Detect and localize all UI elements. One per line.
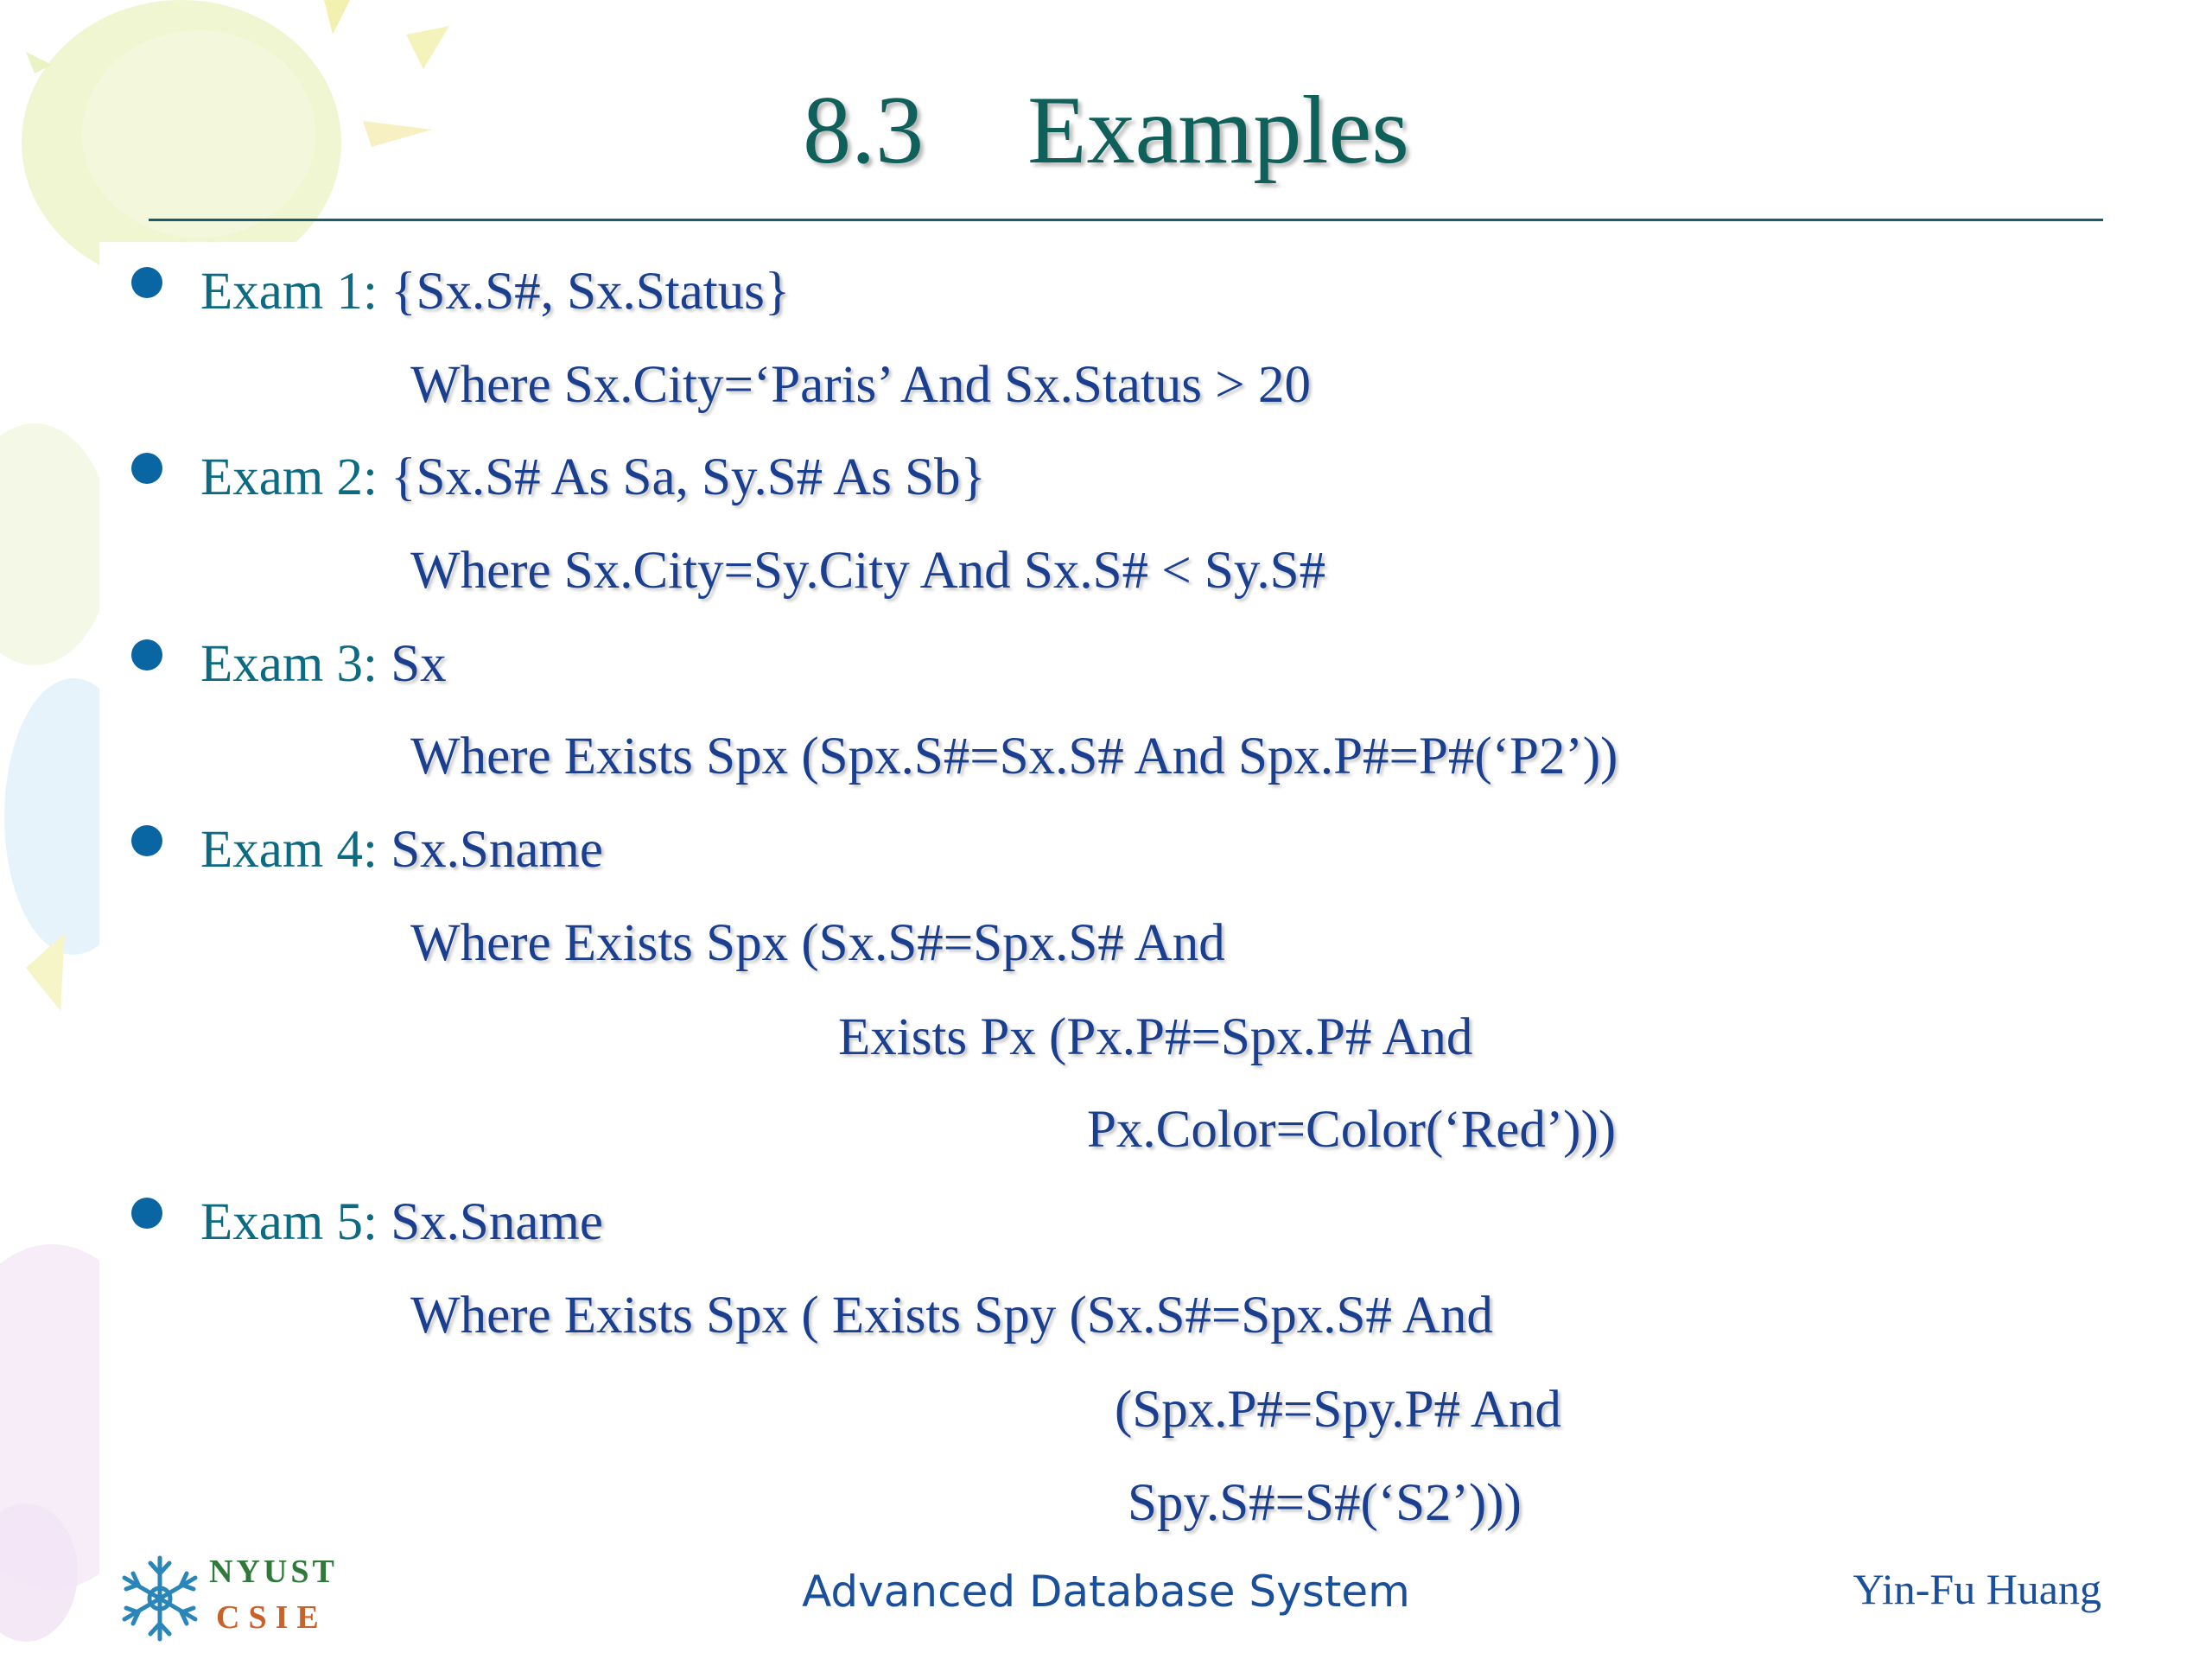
title-divider [149,219,2103,221]
logo-text-nyust: NYUST [209,1554,338,1590]
exam-1-heading [200,263,791,321]
exam-target: Sx.Sname [391,821,603,879]
exam-target: {Sx.S#, Sx.Status} [391,263,791,321]
slide-title [0,77,2212,184]
bullet-dot [131,639,162,671]
title-number: 8.3 [803,77,925,184]
exam-2-heading [200,448,986,506]
logo-text-csie: CSIE [216,1599,327,1636]
title-text: Examples [1027,77,1409,184]
exam-label: Exam 3: [200,635,391,693]
exam-label: Exam 5: [200,1193,391,1251]
footer-course-title: Advanced Database System [802,1567,1410,1617]
exam-5-condition-1: Where Exists Spx ( Exists Spy (Sx.S#=Spx.S# And [410,1287,1493,1344]
exam-target: Sx.Sname [391,1193,603,1251]
exam-3-condition: Where Exists Spx (Spx.S#=Sx.S# And Spx.P#=P#(‘P2’)) [410,728,1618,785]
exam-label: Exam 4: [200,821,391,879]
exam-label: Exam 2: [200,448,391,506]
exam-4-condition-1: Where Exists Spx (Sx.S#=Spx.S# And [410,914,1225,972]
exam-label: Exam 1: [200,263,391,321]
exam-3-heading [200,635,447,693]
footer-author: Yin-Fu Huang [1853,1565,2101,1613]
exam-5-condition-3: Spy.S#=S#(‘S2’))) [1128,1474,1522,1532]
exam-4-heading [200,821,603,879]
exam-target: Sx [391,635,447,693]
bullet-dot [131,267,162,298]
bullet-dot [131,453,162,484]
exam-1-condition: Where Sx.City=‘Paris’ And Sx.Status > 20 [410,356,1311,414]
bullet-dot [131,825,162,856]
exam-4-condition-2: Exists Px (Px.P#=Spx.P# And [838,1008,1473,1066]
exam-5-heading [200,1193,603,1251]
exam-5-condition-2: (Spx.P#=Spy.P# And [1115,1381,1561,1439]
bullet-dot [131,1198,162,1229]
exam-4-condition-3: Px.Color=Color(‘Red’))) [1087,1101,1617,1159]
exam-2-condition: Where Sx.City=Sy.City And Sx.S# < Sy.S# [410,542,1326,600]
exam-target: {Sx.S# As Sa, Sy.S# As Sb} [391,448,986,506]
